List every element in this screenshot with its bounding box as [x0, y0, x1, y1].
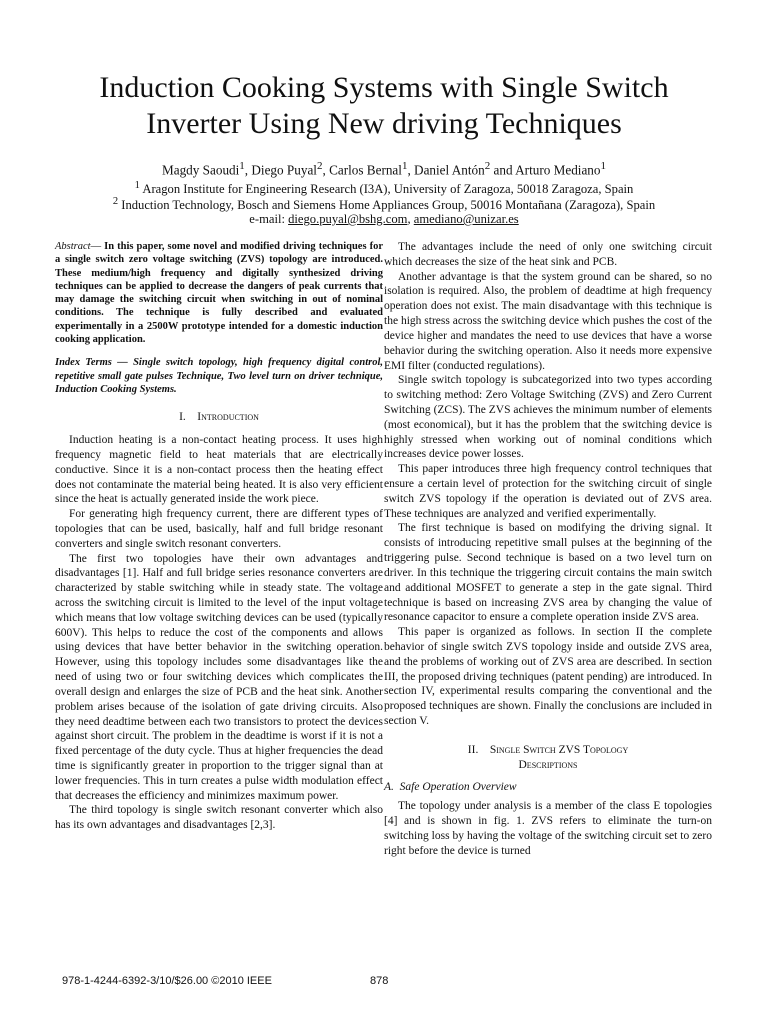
- title-line-2: Inverter Using New driving Techniques: [146, 107, 622, 140]
- affiliation-mark: 2: [112, 196, 119, 207]
- section-title-initial: I: [197, 411, 202, 424]
- author-name: Magdy Saoudi: [162, 162, 240, 178]
- author-affiliation-mark: 2: [316, 160, 323, 172]
- abstract: [55, 240, 383, 346]
- affiliation-text: Induction Technology, Bosch and Siemens Home Appliances Group, 50016 Montañana (Zaragoza), Spain: [121, 198, 656, 213]
- paragraph: Induction heating is a non-contact heating process. It uses high frequency magnetic field to heat materials that are electrically conductive. Since it is a non-contact process then the heating effect does not contaminate the material being heated. It is also very efficient since the heat is actually generated inside the work piece.: [55, 434, 383, 506]
- section-heading-introduction: [55, 410, 383, 425]
- footer-isbn: 978-1-4244-6392-3/10/$26.00 ©2010 IEEE: [62, 975, 272, 987]
- email-line: [40, 212, 728, 227]
- email-separator: ,: [407, 212, 411, 226]
- paragraph: This paper is organized as follows. In section II the complete behavior of single switch ZVS topology inside and outside ZVS area, and the problems of working out of ZVS area are described. In section III, the proposed driving techniques (patent pending) are introduced. In section IV, experimental results comparing the conventional and the proposed techniques are shown. Finally the conclusions are included in section V.: [384, 626, 712, 727]
- abstract-dash: —: [90, 241, 105, 252]
- email-link-puyal[interactable]: diego.puyal@bshg.com: [288, 212, 408, 226]
- page-number: 878: [370, 975, 389, 987]
- index-terms: [55, 356, 383, 396]
- affiliation-mark: 1: [134, 180, 140, 191]
- email-label: e-mail:: [249, 212, 285, 226]
- author-affiliation-mark: 1: [401, 160, 408, 172]
- paragraph: The third topology is single switch resonant converter which also has its own advantages and disadvantages [2,3].: [55, 804, 383, 832]
- email-link-mediano[interactable]: amediano@unizar.es: [413, 212, 519, 226]
- paragraph: The first two topologies have their own advantages and disadvantages [1]. Half and full bridge series resonance converters are characterized by stable switching while in steady state. The voltage across the switching circuit is limited to the level of the input voltage which means that low voltage switching devices can be used (typically 600V). This helps to reduce the cost of the components and allows using devices that have better behavior in the switching operation. However, using this topology includes some disadvantages like the need of using two or four switching devices which complicates the overall design and enlarges the size of PCB and the heat sink. Another problem arises because of the isolation of gate driving circuits. Also they need deadtime between each two transistors to protect the devices against short circuit. The problem in the deadtime is worst if it is not a fixed percentage of the duty cycle. Thus at higher frequencies the dead time is significantly greater in proportion to the trigger signal than at lower frequencies. This in turn creates a pulse width modulation effect that decreases the efficiency and minimizes maximum power.: [55, 552, 383, 802]
- section-number: I.: [179, 411, 186, 424]
- paragraph: Another advantage is that the system ground can be shared, so no isolation is required. Also, the problem of deadtime at high frequency operation does not exist. The main disadvantage with this technique is the high stress across the switching device which pushes the cost of the device higher and mandates the need to use devices that have a worse behavior during the switching operation. Also it needs more expensive EMI filter (conducted regulations).: [384, 270, 712, 372]
- left-column: [55, 240, 383, 833]
- section-heading-zvs-topology: [384, 743, 712, 773]
- affiliation-text: Aragon Institute for Engineering Research (I3A), University of Zaragoza, 50018 Zaragoza, Spain: [142, 182, 634, 197]
- paragraph: The topology under analysis is a member of the class E topologies [4] and is shown in fig. 1. ZVS refers to eliminate the turn-on switching loss by having the voltage of the switching circuit set to zero right before the device is turned: [384, 800, 712, 857]
- subsection-title: Safe Operation Overview: [399, 781, 517, 794]
- index-terms-text: — Single switch topology, high frequency digital control, repetitive small gate pulses Technique, Two level turn on driver technique, Induction Cooking Systems.: [55, 357, 383, 395]
- paragraph: This paper introduces three high frequency control techniques that ensure a certain level of protection for the switching circuit of single switch ZVS topology if the operation is deviated out of ZVS area. These techniques are analyzed and verified experimentally.: [384, 463, 712, 520]
- affiliation-2: [40, 196, 728, 213]
- title-line-1: Induction Cooking Systems with Single Switch: [99, 71, 669, 104]
- paper-title: [40, 70, 728, 142]
- subsection-heading: [384, 780, 712, 795]
- index-terms-label: Index Terms: [55, 357, 112, 369]
- affiliation-1: [40, 180, 728, 197]
- paragraph: The advantages include the need of only one switching circuit which decreases the size of the heat sink and PCB.: [384, 241, 712, 268]
- author-affiliation-mark: 1: [600, 160, 606, 172]
- author-affiliation-mark: 1: [239, 160, 245, 172]
- subsection-label: A.: [384, 781, 394, 794]
- abstract-text: In this paper, some novel and modified driving techniques for a single switch zero voltage switching (ZVS) topology are introduced. These medium/high frequency and digitally synthesized driving techniques can be applied to decrease the dangers of peak currents that may damage the switching circuit when switching in out of nominal conditions. The technique is fully described and evaluated experimentally in a 2500W prototype intended for a domestic induction cooking application.: [55, 241, 384, 346]
- paragraph: For generating high frequency current, there are different types of topologies that can be used, basically, half and full bridge resonant converters and single switch resonant converters.: [55, 508, 383, 550]
- author-affiliation-mark: 2: [484, 160, 491, 172]
- author-name: Carlos Bernal: [329, 162, 402, 178]
- author-list: Magdy Saoudi$^1$, Diego Puyal$^2$, Carlos Bernal$^1$, Daniel Antón$^2$ and Arturo Mediano$^1$: [162, 160, 606, 178]
- paragraph: The first technique is based on modifying the driving signal. It consists of introducing repetitive small pulses at the beginning of the triggering pulse. Second technique is based on a two level turn on driver. In this technique the triggering circuit contains the main switch and additional MOSFET to generate a step in the gate signal. Third technique is based on increasing ZVS area by changing the value of resonance capacitor to ensure a complete operation inside ZVS area.: [384, 522, 712, 624]
- section-number: II.: [467, 743, 479, 756]
- right-column: [384, 240, 712, 859]
- author-name: Diego Puyal: [251, 162, 317, 178]
- abstract-label: Abstract: [55, 241, 91, 252]
- section-title: ntroduction: [201, 411, 259, 424]
- section-title: Single Switch ZVS Topology: [489, 743, 629, 756]
- author-name: Arturo Mediano: [515, 162, 601, 178]
- paragraph: Single switch topology is subcategorized into two types according to switching method: Zero Voltage Switching (ZVS) and Zero Current Switching (ZCS). The ZVS achieves the minimum number of elements (most economical), but it has the problem that the switching device is highly stressed when working out of nominal conditions which increases device power losses.: [384, 374, 712, 461]
- author-name: Daniel Antón: [414, 162, 485, 178]
- section-title-continued: Descriptions: [518, 758, 578, 771]
